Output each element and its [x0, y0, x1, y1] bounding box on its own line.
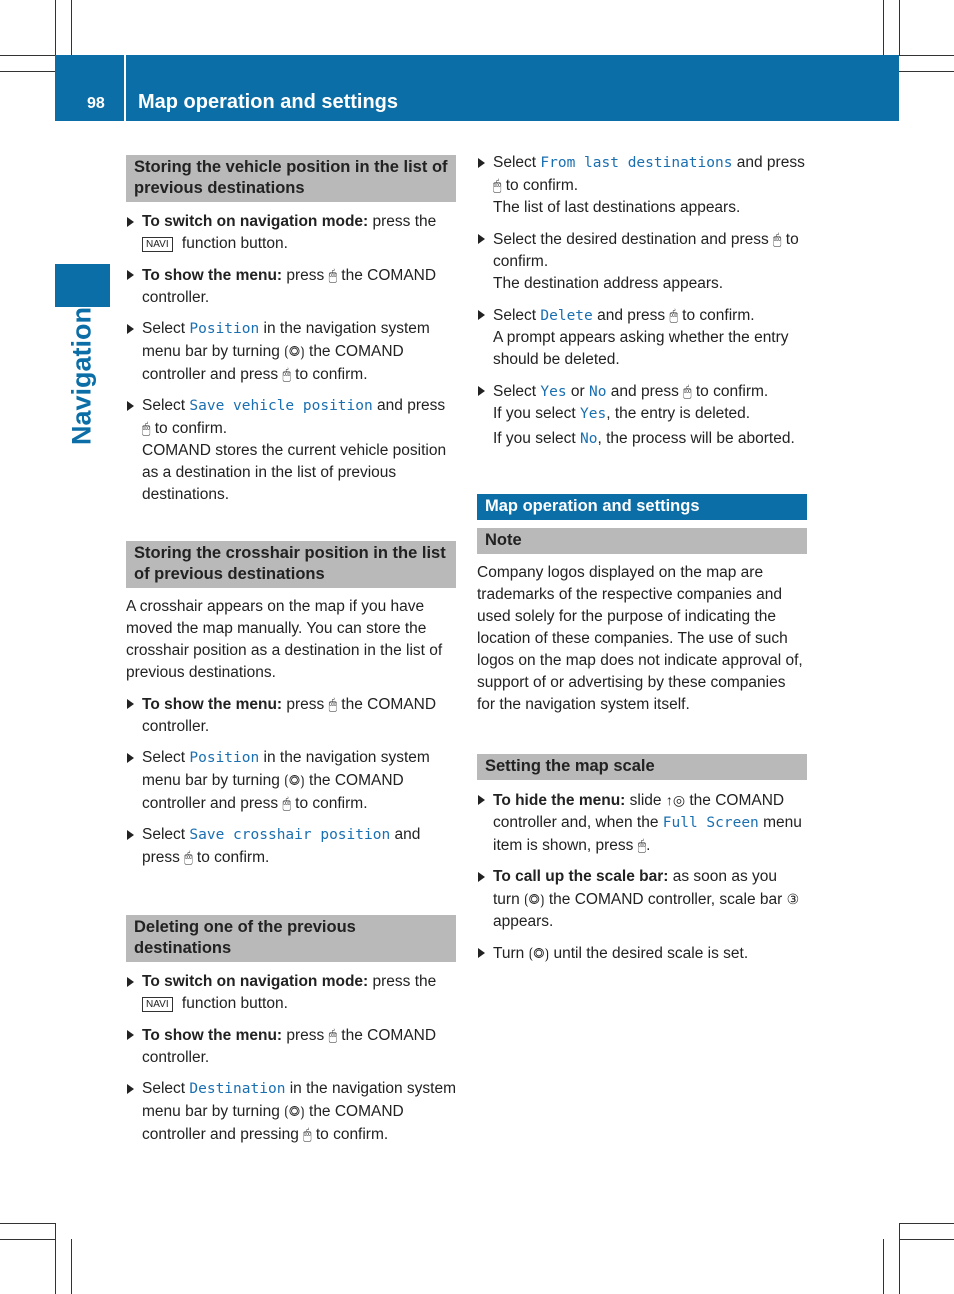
step-text: the COMAND controller. — [142, 267, 437, 306]
step-bold: To show the menu: — [142, 1027, 283, 1044]
crop-mark — [883, 0, 884, 55]
crop-mark — [0, 71, 55, 72]
side-tab-marker — [55, 264, 110, 307]
step-text: to confirm. — [192, 849, 270, 866]
menu-item-ref: Delete — [540, 308, 593, 324]
step-item — [477, 866, 807, 933]
turn-icon: ⟮◎⟯ — [528, 945, 550, 961]
step-text: or — [566, 383, 589, 400]
step-item — [126, 395, 456, 440]
menu-item-ref: Full Screen — [662, 815, 759, 831]
chapter-heading: Map operation and settings — [477, 494, 807, 520]
step-bold: To show the menu: — [142, 267, 283, 284]
step-text: press the — [368, 973, 437, 990]
step-text: Select — [493, 307, 541, 324]
navi-key-icon: NAVI — [142, 237, 173, 252]
step-item — [477, 152, 807, 197]
step-result-text: , the entry is deleted. — [606, 405, 751, 422]
press-icon: 🖱 — [683, 383, 692, 399]
menu-item-ref: Destination — [189, 1081, 286, 1097]
step-item — [126, 211, 456, 255]
right-column — [477, 152, 807, 965]
crop-mark — [899, 1223, 900, 1294]
crop-mark — [71, 0, 72, 55]
step-text: Select — [142, 397, 190, 414]
crop-mark — [55, 0, 56, 55]
step-text: menu item is shown, press — [493, 814, 802, 854]
step-text: until the desired scale is set. — [549, 945, 749, 962]
step-item — [126, 824, 456, 869]
step-text: to confirm. — [311, 1126, 389, 1143]
step-text: the COMAND controller. — [142, 1027, 437, 1066]
step-text: function button. — [177, 995, 288, 1012]
step-result-text: If you select — [493, 405, 581, 422]
step-text: function button. — [177, 235, 288, 252]
step-result — [477, 403, 807, 425]
step-text: and press — [732, 154, 805, 171]
note-heading: Note — [477, 528, 807, 554]
section-heading: Setting the map scale — [477, 754, 807, 780]
step-text: slide — [625, 792, 666, 809]
step-text: the COMAND controller and press — [142, 772, 404, 812]
step-text: press — [282, 267, 329, 284]
step-item — [477, 789, 807, 857]
step-text: and press — [372, 397, 446, 414]
step-text: the COMAND controller and, when the — [493, 792, 785, 831]
step-result: A prompt appears asking whether the entry should be deleted. — [493, 329, 789, 368]
step-result: The list of last destinations appears. — [493, 199, 741, 216]
step-text: Select the desired destination and press — [493, 231, 774, 248]
navi-key-icon: NAVI — [142, 997, 173, 1012]
step-item — [126, 264, 456, 309]
step-text: Select — [142, 1080, 190, 1097]
crop-mark — [71, 1239, 72, 1294]
press-icon: 🖱 — [303, 1126, 312, 1142]
menu-item-ref: From last destinations — [540, 155, 733, 171]
page-header — [55, 55, 899, 121]
step-item — [126, 971, 456, 1015]
step-text: press — [282, 1027, 329, 1044]
step-item — [126, 747, 456, 815]
crop-mark — [0, 55, 55, 56]
press-icon: 🖱 — [669, 307, 678, 323]
menu-item-ref: Save crosshair position — [189, 827, 391, 843]
step-item — [477, 942, 807, 965]
step-text: Select — [142, 320, 190, 337]
press-icon: 🖱 — [184, 849, 193, 865]
step-result: COMAND stores the current vehicle position as a destination in the list of previous destinations. — [142, 442, 447, 503]
step-item — [477, 228, 807, 273]
step-text: Select — [142, 749, 190, 766]
crop-mark — [0, 1223, 55, 1224]
step-item — [126, 693, 456, 738]
step-item — [126, 318, 456, 386]
step-result: The destination address appears. — [493, 275, 724, 292]
turn-icon: ⟮◎⟯ — [284, 343, 305, 359]
left-column — [126, 155, 456, 1146]
step-text: and press — [606, 383, 684, 400]
intro-paragraph: A crosshair appears on the map if you have moved the map manually. You can store the crosshair position as a destination in the list of previous destinations. — [126, 598, 443, 681]
step-text: Select — [493, 154, 541, 171]
step-text: appears. — [493, 913, 554, 930]
callout-number-icon: ③ — [786, 891, 800, 907]
menu-item-ref: No — [589, 384, 607, 400]
press-icon: 🖱 — [328, 696, 337, 712]
step-bold: To show the menu: — [142, 696, 283, 713]
menu-item-ref: No — [580, 431, 598, 447]
press-icon: 🖱 — [637, 837, 647, 853]
step-text: . — [646, 837, 651, 854]
step-item — [126, 1024, 456, 1069]
press-icon: 🖱 — [142, 420, 151, 436]
step-text: Select — [142, 826, 190, 843]
step-text: press — [282, 696, 329, 713]
page-title: Map operation and settings — [138, 91, 399, 113]
crop-mark — [899, 1239, 954, 1240]
step-item — [477, 380, 807, 403]
turn-icon: ⟮◎⟯ — [284, 772, 305, 788]
menu-item-ref: Position — [189, 750, 260, 766]
step-bold: To call up the scale bar: — [493, 868, 669, 885]
section-heading: Storing the crosshair position in the list of previous destinations — [126, 541, 456, 588]
step-text: press the — [368, 213, 437, 230]
step-bold: To hide the menu: — [493, 792, 626, 809]
crop-mark — [0, 1239, 55, 1240]
menu-item-ref: Save vehicle position — [189, 398, 373, 414]
turn-icon: ⟮◎⟯ — [524, 891, 545, 907]
crop-mark — [899, 1223, 954, 1224]
crop-mark — [55, 1223, 56, 1294]
crop-mark — [899, 55, 954, 56]
step-text: to confirm. — [677, 307, 755, 324]
step-text: in the navigation system menu bar by turning — [142, 1080, 457, 1120]
press-icon: 🖱 — [773, 231, 782, 247]
step-text: to confirm. — [493, 231, 799, 270]
step-text: the COMAND controller and pressing — [142, 1103, 404, 1143]
step-text: to confirm. — [501, 177, 579, 194]
crop-mark — [883, 1239, 884, 1294]
step-result-text: , the process will be aborted. — [597, 430, 795, 447]
press-icon: 🖱 — [493, 177, 502, 193]
press-icon: 🖱 — [328, 1027, 337, 1043]
step-text: Select — [493, 383, 541, 400]
step-text: the COMAND controller, scale bar — [544, 891, 787, 908]
slide-up-icon: ↑◎ — [665, 792, 686, 808]
step-text: in the navigation system menu bar by turning — [142, 749, 430, 789]
section-heading: Storing the vehicle position in the list of previous destinations — [126, 155, 456, 202]
step-text: Turn — [493, 945, 529, 962]
step-text: and press — [142, 826, 421, 866]
step-bold: To switch on navigation mode: — [142, 973, 369, 990]
press-icon: 🖱 — [282, 795, 291, 811]
step-text: to confirm. — [290, 795, 368, 812]
step-result — [477, 428, 807, 450]
turn-icon: ⟮◎⟯ — [284, 1103, 305, 1119]
menu-item-ref: Yes — [540, 384, 567, 400]
side-tab-label: Navigation — [66, 306, 97, 446]
step-item — [126, 1078, 456, 1146]
step-result-text: If you select — [493, 430, 581, 447]
crop-mark — [899, 71, 954, 72]
step-text: as soon as you turn — [493, 868, 778, 908]
press-icon: 🖱 — [328, 267, 337, 283]
header-divider — [124, 55, 126, 121]
crop-mark — [899, 0, 900, 55]
step-bold: To switch on navigation mode: — [142, 213, 369, 230]
note-paragraph: Company logos displayed on the map are trademarks of the respective companies and used solely for the purpose of indicating the location of these companies. The use of such logos on the map does not indicate approval of, support of or advertising by these companies for the navigation system itself. — [477, 564, 803, 713]
step-text: the COMAND controller. — [142, 696, 437, 735]
step-text: in the navigation system menu bar by turning — [142, 320, 430, 360]
step-text: to confirm. — [691, 383, 769, 400]
step-item — [477, 304, 807, 327]
step-text: to confirm. — [290, 366, 368, 383]
section-heading: Deleting one of the previous destinations — [126, 915, 456, 962]
step-text: to confirm. — [150, 420, 228, 437]
menu-item-ref: Yes — [580, 406, 607, 422]
press-icon: 🖱 — [282, 366, 291, 382]
step-text: and press — [592, 307, 670, 324]
menu-item-ref: Position — [189, 321, 260, 337]
step-text: the COMAND controller and press — [142, 343, 404, 383]
page-number: 98 — [87, 95, 105, 112]
